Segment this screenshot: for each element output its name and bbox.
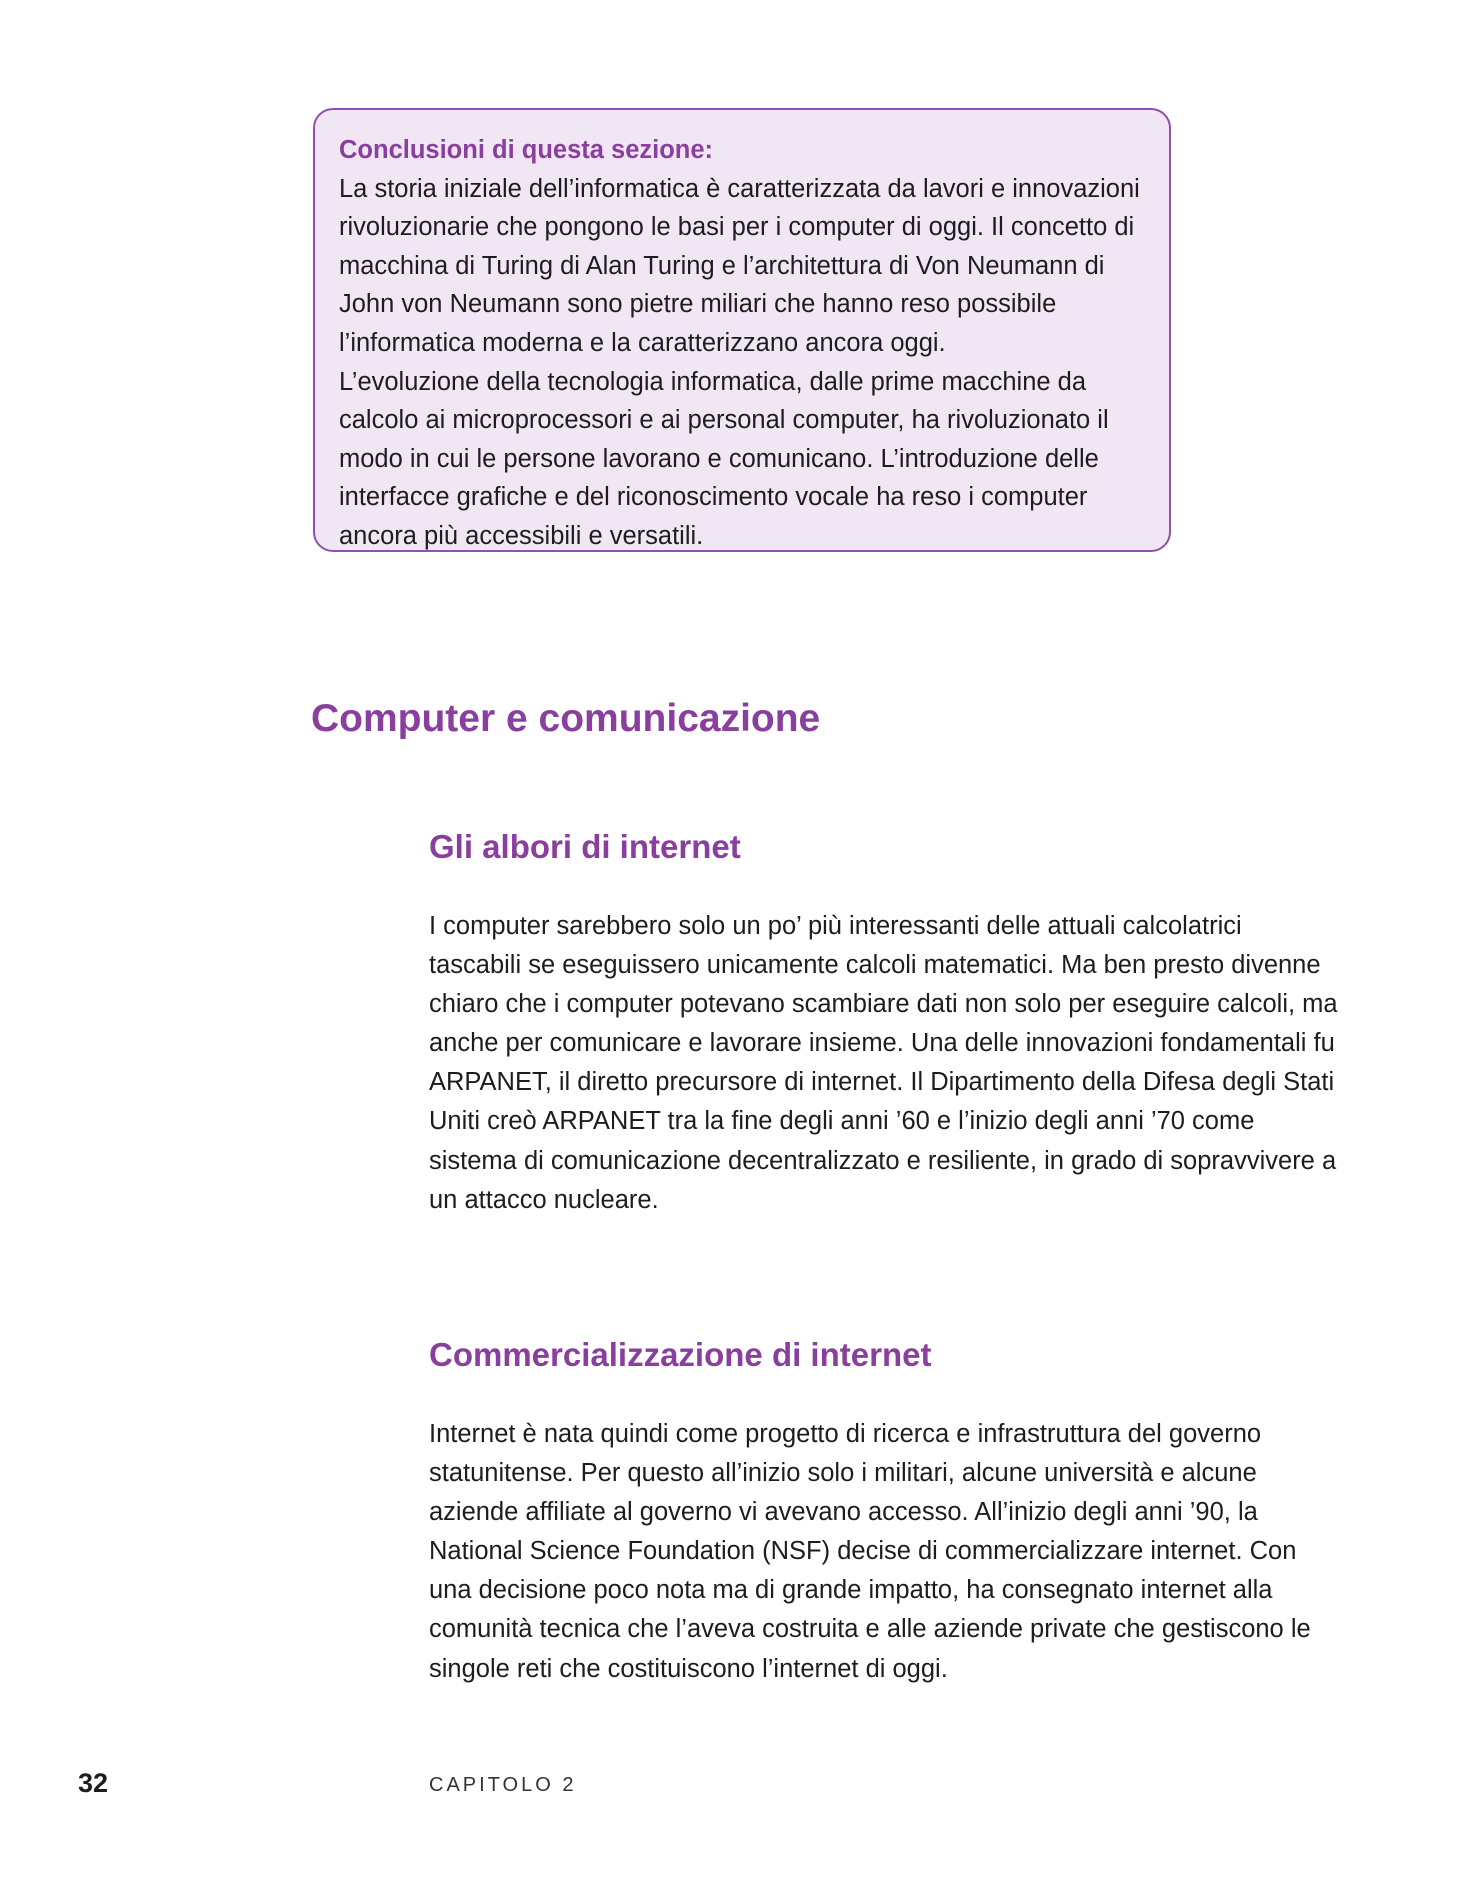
- section-title: Computer e comunicazione: [311, 697, 821, 740]
- conclusions-paragraph-2: L’evoluzione della tecnologia informatica, dalle prime macchine da calcolo ai microprocessori e ai personal computer, ha rivoluzionato il modo in cui le persone lavorano e comunicano. L’introduzione delle interfacce grafiche e del riconoscimento vocale ha reso i computer ancora più accessibili e versatili.: [339, 367, 1109, 550]
- subsection-body-early-internet: I computer sarebbero solo un po’ più interessanti delle attuali calcolatrici tascabili se eseguissero unicamente calcoli matematici. Ma ben presto divenne chiaro che i computer potevano scambiare dati non solo per eseguire calcoli, ma anche per comunicare e lavorare insieme. Una delle innovazioni fondamentali fu ARPANET, il diretto precursore di internet. Il Dipartimento della Difesa degli Stati Uniti creò ARPANET tra la fine degli anni ’60 e l’inizio degli anni ’70 come sistema di comunicazione decentralizzato e resiliente, in grado di sopravvivere a un attacco nucleare.: [429, 912, 1338, 1214]
- conclusions-paragraph-1: La storia iniziale dell’informatica è caratterizzata da lavori e innovazioni rivoluzionarie che pongono le basi per i computer di oggi. Il concetto di macchina di Turing di Alan Turing e l’architettura di Von Neumann di John von Neumann sono pietre miliari che hanno reso possibile l’informatica moderna e la caratterizzano ancora oggi.: [339, 174, 1140, 357]
- subsection-title-early-internet: Gli albori di internet: [429, 828, 741, 865]
- section-conclusions-box: [313, 108, 1171, 552]
- subsection-body-commercialization: Internet è nata quindi come progetto di ricerca e infrastruttura del governo statunitense. Per questo all’inizio solo i militari, alcune università e alcune aziende affiliate al governo vi avevano accesso. All’inizio degli anni ’90, la National Science Foundation (NSF) decise di commercializzare internet. Con una decisione poco nota ma di grande impatto, ha consegnato internet alla comunità tecnica che l’aveva costruita e alle aziende private che gestiscono le singole reti che costituiscono l’internet di oggi.: [429, 1420, 1311, 1683]
- chapter-label: CAPITOLO 2: [429, 1774, 577, 1796]
- page-number: 32: [78, 1768, 109, 1798]
- subsection-title-commercialization: Commercializzazione di internet: [429, 1336, 932, 1373]
- conclusions-title: Conclusioni di questa sezione:: [339, 136, 714, 164]
